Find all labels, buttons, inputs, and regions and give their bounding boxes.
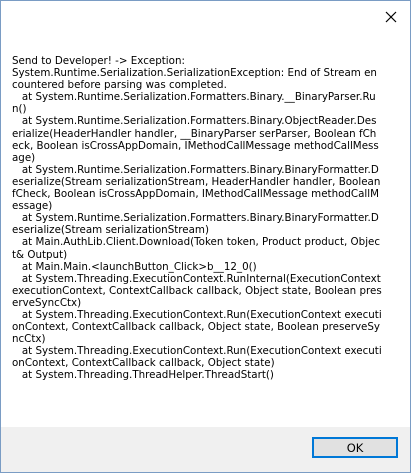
close-icon bbox=[385, 11, 397, 23]
ok-button[interactable]: OK bbox=[312, 437, 398, 458]
close-button[interactable] bbox=[374, 3, 408, 31]
dialog-footer bbox=[1, 427, 410, 472]
exception-message: Send to Developer! -> Exception: System.Runtime.Serialization.SerializationException: End of Stream encountered before parsing was completed. at System.Runtime.Serialization.Formatters.Binary.__BinaryParser.Run() at System.Runtime.Serialization.Formatters.Binary.ObjectReader.Deserialize(HeaderHandler handler, __BinaryParser serParser, Boolean fCheck, Boolean isCrossAppDomain, IMethodCallMessage methodCallMessage) at System.Runtime.Serialization.Formatters.Binary.BinaryFormatter.Deserialize(Stream serializationStream, HeaderHandler handler, Boolean fCheck, Boolean isCrossAppDomain, IMethodCallMessage methodCallMessage) at System.Runtime.Serialization.Formatters.Binary.BinaryFormatter.Deserialize(Stream serializationStream) at Main.AuthLib.Client.Download(Token token, Product product, Object& Output) at Main.Main.<launchButton_Click>b__12_0() at System.Threading.ExecutionContext.RunInternal(ExecutionContext executionContext, ContextCallback callback, Object state, Boolean preserveSyncCtx) at System.Threading.ExecutionContext.Run(ExecutionContext executionContext, ContextCallback callback, Object state, Boolean preserveSyncCtx) at System.Threading.ExecutionContext.Run(ExecutionContext executionContext, ContextCallback callback, Object state) at System.Threading.ThreadHelper.ThreadStart() bbox=[12, 55, 382, 382]
